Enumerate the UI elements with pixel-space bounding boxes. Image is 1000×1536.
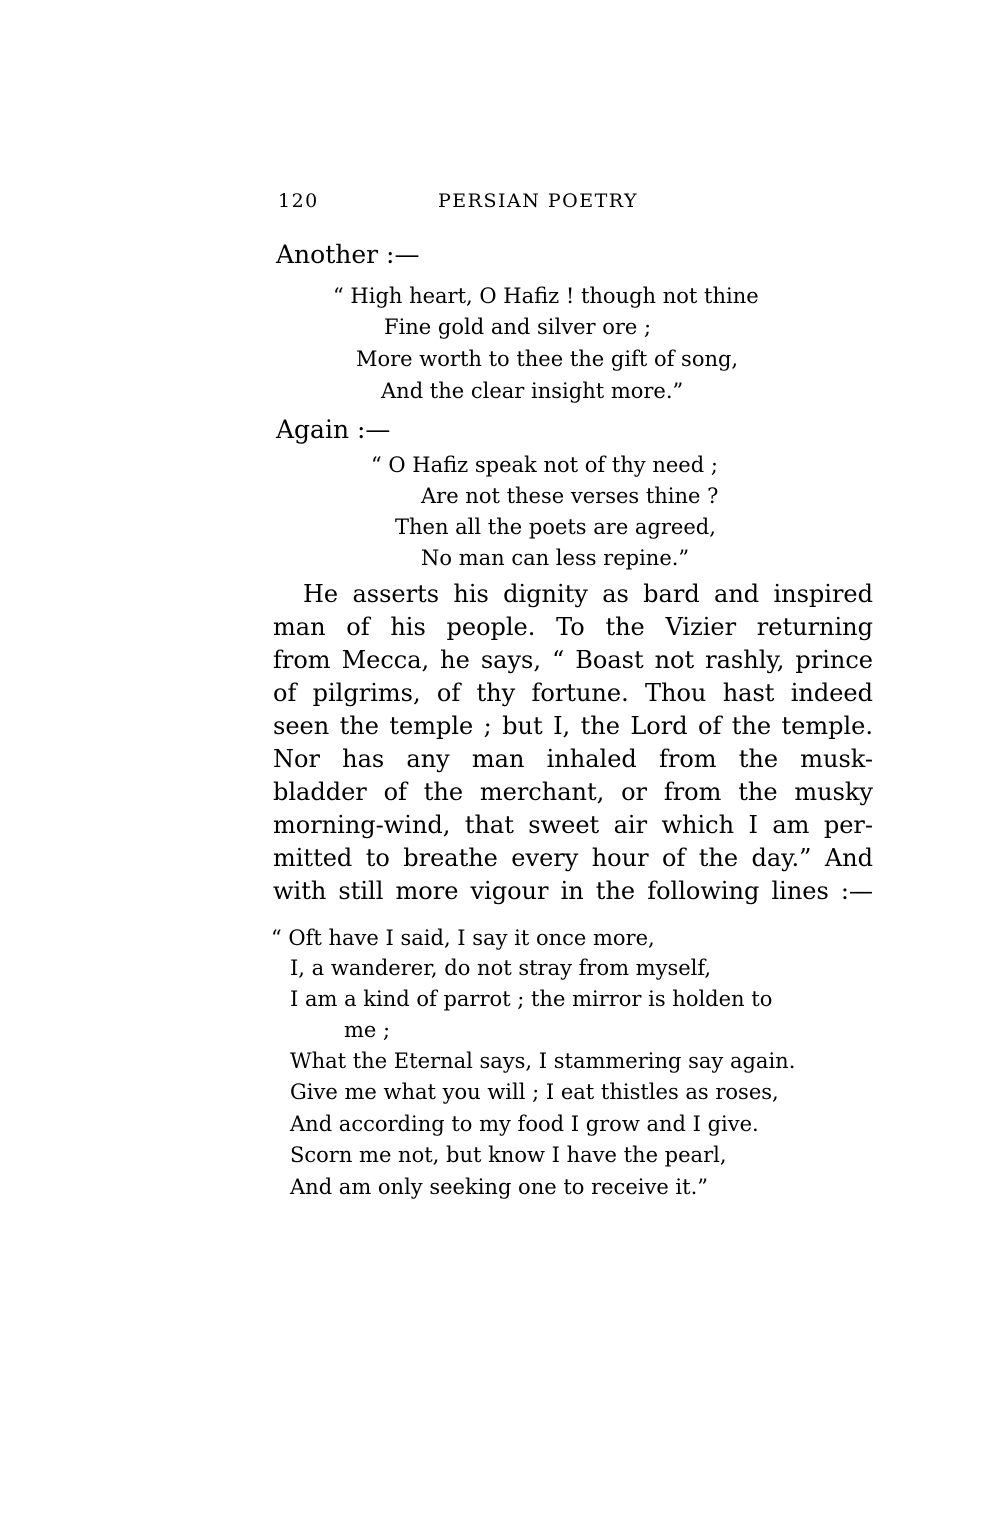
verse-line: No man can less repine.” [421,546,690,570]
paragraph-line: Nor has any man inhaled from the musk- [273,745,873,773]
quote-line: I am a kind of parrot ; the mirror is holden to [290,987,773,1011]
paragraph-line: mitted to breathe every hour of the day.” And [273,844,873,872]
quote-line: What the Eternal says, I stammering say again. [290,1049,796,1073]
paragraph-line: bladder of the merchant, or from the musky [273,778,873,806]
paragraph-line: man of his people. To the Vizier returning [273,613,873,641]
paragraph-line: morning-wind, that sweet air which I am per- [273,811,873,839]
verse-line: More worth to thee the gift of song, [356,347,739,371]
paragraph-line: He asserts his dignity as bard and inspired [303,580,873,608]
paragraph-line: from Mecca, he says, “ Boast not rashly, prince [273,646,873,674]
quote-line: I, a wanderer, do not stray from myself, [290,956,712,980]
section-label-another: Another :— [276,240,420,269]
page-number: 120 [278,190,319,212]
paragraph-line: seen the temple ; but I, the Lord of the temple. [273,712,873,740]
verse-line: And the clear insight more.” [381,379,684,403]
quote-line: “ Oft have I said, I say it once more, [271,926,655,950]
running-head: PERSIAN POETRY [438,190,639,212]
paragraph-line: of pilgrims, of thy fortune. Thou hast indeed [273,679,873,707]
quote-line: And according to my food I grow and I give. [290,1112,759,1136]
paragraph-line: with still more vigour in the following lines :— [273,877,873,905]
section-label-again: Again :— [276,415,391,444]
page-header [278,190,888,220]
quote-line: Scorn me not, but know I have the pearl, [290,1143,727,1167]
verse-line: Are not these verses thine ? [421,484,719,508]
quote-line: And am only seeking one to receive it.” [290,1175,708,1199]
verse-line: “ High heart, O Hafiz ! though not thine [333,284,759,308]
verse-line: Then all the poets are agreed, [395,515,716,539]
quote-line: me ; [344,1018,391,1042]
quote-line: Give me what you will ; I eat thistles as roses, [290,1080,779,1104]
verse-line: Fine gold and silver ore ; [384,315,652,339]
verse-line: “ O Hafiz speak not of thy need ; [371,453,718,477]
